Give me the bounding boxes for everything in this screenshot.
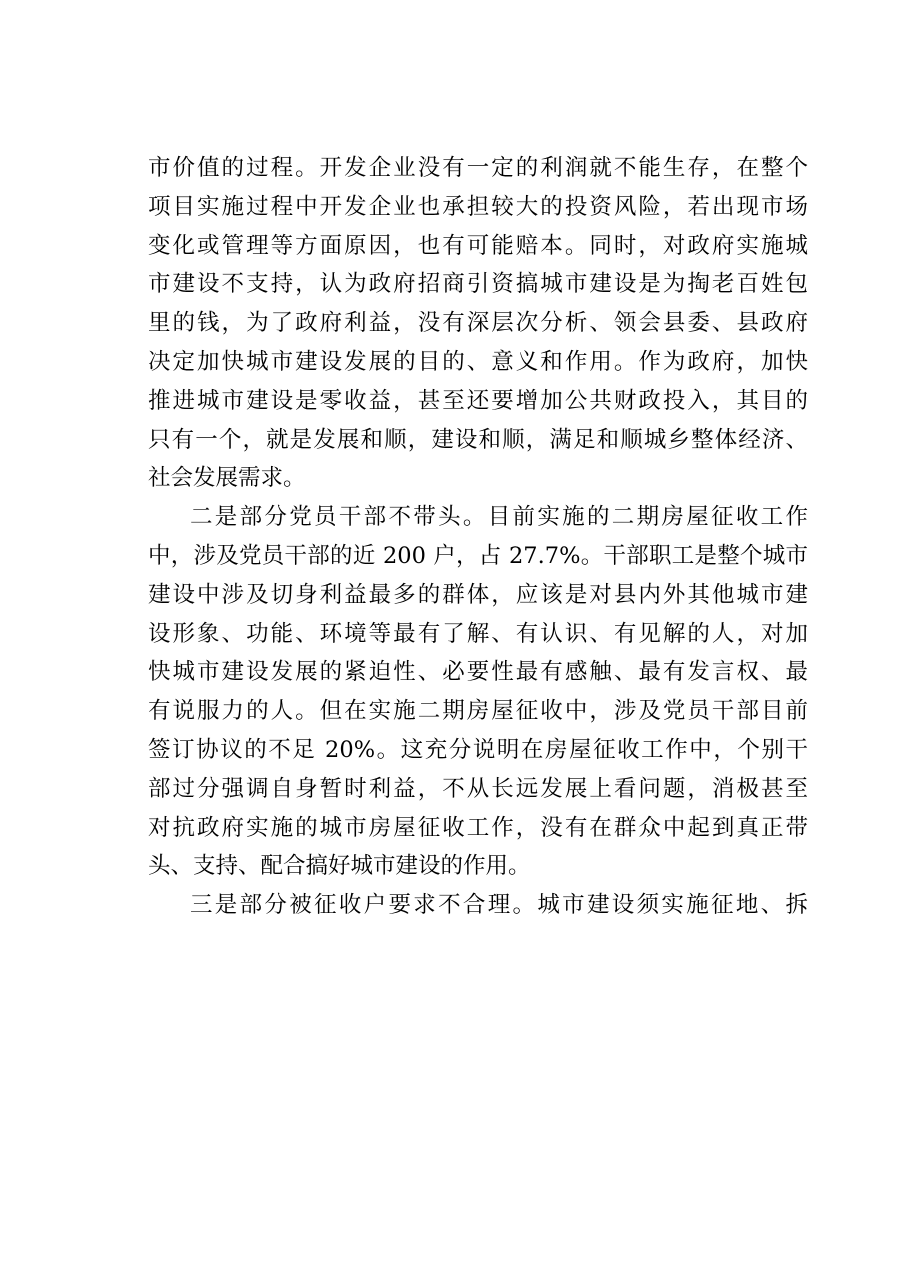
text-line: 头、支持、配合搞好城市建设的作用。 <box>148 853 531 880</box>
text-line: 决定加快城市建设发展的目的、意义和作用。作为政府，加快 <box>148 348 808 375</box>
text-line: 建设中涉及切身利益最多的群体，应该是对县内外其他城市建 <box>148 581 808 608</box>
text-line: 只有一个，就是发展和顺，建设和顺，满足和顺城乡整体经济、 <box>148 426 808 453</box>
text-line: 设形象、功能、环境等最有了解、有认识、有见解的人，对加 <box>148 620 808 647</box>
body-text <box>148 149 808 925</box>
text-line: 部过分强调自身暂时利益，不从长远发展上看问题，消极甚至 <box>148 775 808 802</box>
text-line: 三是部分被征收户要求不合理。城市建设须实施征地、拆 <box>190 892 808 919</box>
text-line: 二是部分党员干部不带头。目前实施的二期房屋征收工作 <box>190 504 808 531</box>
paragraph-3 <box>148 886 808 925</box>
text-line: 项目实施过程中开发企业也承担较大的投资风险，若出现市场 <box>148 193 808 220</box>
paragraph-2 <box>148 498 808 886</box>
text-line: 对抗政府实施的城市房屋征收工作，没有在群众中起到真正带 <box>148 814 808 841</box>
text-line: 推进城市建设是零收益，甚至还要增加公共财政投入，其目的 <box>148 387 808 414</box>
text-line: 变化或管理等方面原因，也有可能赔本。同时，对政府实施城 <box>148 232 808 259</box>
text-line: 快城市建设发展的紧迫性、必要性最有感触、最有发言权、最 <box>148 659 808 686</box>
text-line: 市建设不支持，认为政府招商引资搞城市建设是为掏老百姓包 <box>148 271 808 298</box>
text-line: 社会发展需求。 <box>148 465 306 492</box>
text-line: 签订协议的不足 20%。这充分说明在房屋征收工作中，个别干 <box>148 736 808 763</box>
text-line: 市价值的过程。开发企业没有一定的利润就不能生存，在整个 <box>148 155 808 181</box>
text-line: 有说服力的人。但在实施二期房屋征收中，涉及党员干部目前 <box>148 698 808 725</box>
text-line: 里的钱，为了政府利益，没有深层次分析、领会县委、县政府 <box>148 310 808 337</box>
paragraph-1 <box>148 149 808 498</box>
text-line: 中，涉及党员干部的近 200 户，占 27.7%。干部职工是整个城市 <box>148 542 808 569</box>
